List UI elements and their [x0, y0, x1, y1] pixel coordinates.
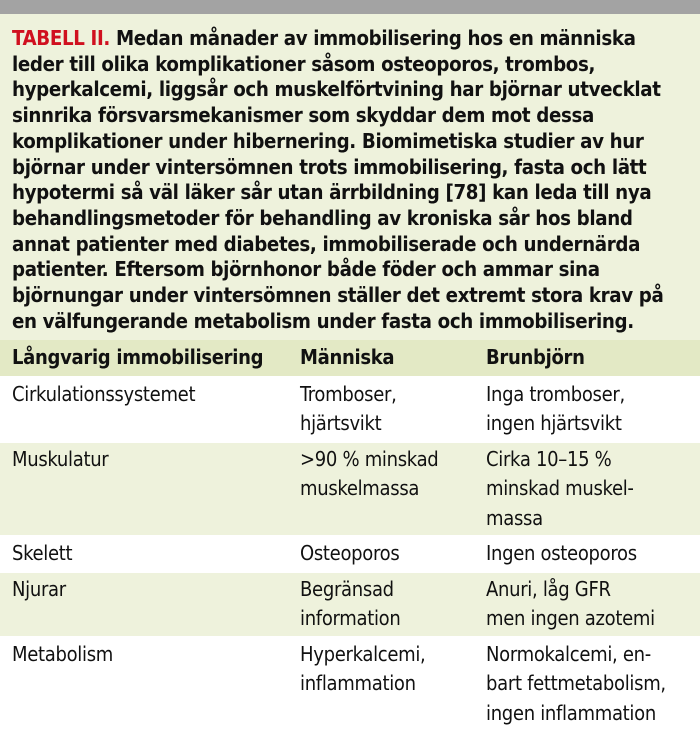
cell-condition: Muskulatur	[0, 442, 300, 537]
cell-human: >90 % minskad muskelmassa	[300, 442, 486, 537]
cell-condition: Cirkulationssystemet	[0, 377, 300, 442]
table-header-row	[0, 340, 700, 377]
cell-condition: Njurar	[0, 572, 300, 637]
comparison-table	[0, 340, 700, 730]
header-condition: Långvarig immobilisering	[0, 340, 300, 377]
table-row	[0, 442, 700, 537]
header-human: Människa	[300, 340, 486, 377]
cell-human: Begränsad information	[300, 572, 486, 637]
cell-bear: Normokalcemi, en- bart fettmetabolism, ingen inflammation	[486, 637, 700, 730]
table-caption	[12, 26, 692, 334]
table-row	[0, 536, 700, 572]
cell-bear: Inga tromboser, ingen hjärtsvikt	[486, 377, 700, 442]
header-bear: Brunbjörn	[486, 340, 700, 377]
cell-human: Hyperkalcemi, inflammation	[300, 637, 486, 730]
cell-human: Osteoporos	[300, 536, 486, 572]
table-row	[0, 572, 700, 637]
table-row	[0, 637, 700, 730]
cell-bear: Ingen osteoporos	[486, 536, 700, 572]
caption-text: Medan månader av immobilisering hos en människa leder till olika komplikationer såsom osteoporos, trombos, hyperkalcemi, liggsår och muskelförtvining har björnar utvecklat sinnrika försvarsmekanismer som skyddar dem mot dessa komplikationer under hibernering. Biomimetiska studier av hur björnar under vintersömnen trots immobilisering, fasta och lätt hypotermi så väl läker sår utan ärrbildning [78] kan leda till nya behandlingsmetoder för behandling av kroniska sår hos bland annat patienter med diabetes, immobiliserade och undernärda patienter. Eftersom björnhonor både föder och ammar sina björnungar under vintersömnen ställer det extremt stora krav på en välfungerande metabolism under fasta och immobilisering.	[12, 26, 663, 333]
table-row	[0, 377, 700, 442]
top-bar	[0, 0, 700, 14]
cell-human: Tromboser, hjärtsvikt	[300, 377, 486, 442]
cell-condition: Metabolism	[0, 637, 300, 730]
caption-label: TABELL II.	[12, 26, 110, 50]
cell-bear: Anuri, låg GFR men ingen azotemi	[486, 572, 700, 637]
cell-bear: Cirka 10–15 % minskad muskel- massa	[486, 442, 700, 537]
cell-condition: Skelett	[0, 536, 300, 572]
